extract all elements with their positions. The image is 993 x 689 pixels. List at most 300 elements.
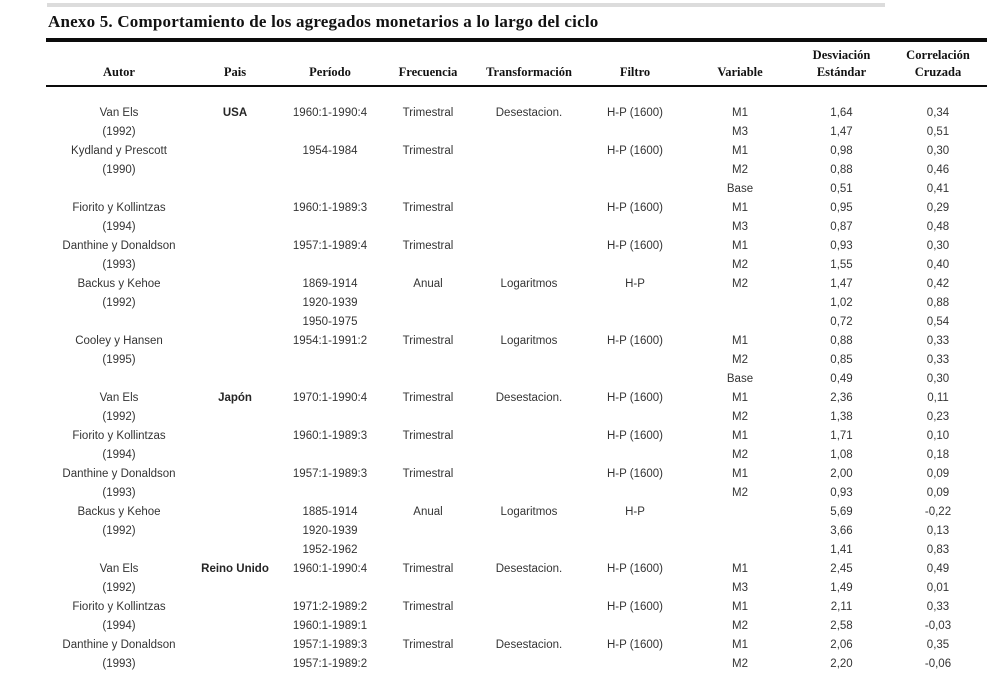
cell-pais: Japón bbox=[218, 392, 252, 405]
cell-filtro bbox=[584, 370, 686, 389]
cell-frecuencia: Trimestral bbox=[402, 392, 454, 405]
table-row bbox=[46, 351, 987, 370]
cell-correlacion-cruzada: 0,09 bbox=[926, 487, 950, 500]
cell-autor: (1995) bbox=[102, 354, 136, 367]
cell-desviacion-estandar: 1,41 bbox=[830, 544, 853, 557]
cell-filtro: H-P (1600) bbox=[606, 240, 664, 253]
cell-desviacion-estandar: 1,02 bbox=[830, 297, 853, 310]
spacer-cell bbox=[46, 86, 192, 104]
cell-pais bbox=[192, 503, 278, 522]
table-row bbox=[46, 199, 987, 218]
cell-transformacion: Logaritmos bbox=[500, 335, 558, 348]
cell-correlacion-cruzada: 0,33 bbox=[926, 601, 950, 614]
cell-correlacion-cruzada: 0,35 bbox=[926, 639, 950, 652]
table-row bbox=[46, 541, 987, 560]
cell-transformacion bbox=[474, 408, 584, 427]
cell-periodo: 1869-1914 bbox=[302, 278, 358, 291]
cell-autor: Cooley y Hansen bbox=[75, 335, 163, 348]
cell-transformacion bbox=[474, 237, 584, 256]
header-variable bbox=[686, 42, 794, 86]
cell-frecuencia: Trimestral bbox=[402, 202, 454, 215]
monetary-aggregates-table bbox=[46, 42, 987, 674]
cell-filtro bbox=[584, 161, 686, 180]
cell-desviacion-estandar: 2,20 bbox=[830, 658, 853, 671]
table-row bbox=[46, 560, 987, 579]
cell-transformacion bbox=[474, 541, 584, 560]
cell-pais bbox=[192, 142, 278, 161]
cell-periodo: 1960:1-1990:4 bbox=[292, 563, 368, 576]
cell-periodo: 1971:2-1989:2 bbox=[292, 601, 368, 614]
cell-variable: M1 bbox=[732, 107, 748, 120]
cell-periodo: 1920-1939 bbox=[302, 525, 358, 538]
table-row bbox=[46, 180, 987, 199]
cell-periodo: 1960:1-1990:4 bbox=[292, 107, 368, 120]
cell-desviacion-estandar: 1,47 bbox=[830, 278, 853, 291]
cell-transformacion bbox=[474, 199, 584, 218]
cell-correlacion-cruzada: 0,01 bbox=[926, 582, 950, 595]
cell-desviacion-estandar: 1,38 bbox=[830, 411, 853, 424]
cell-variable: M2 bbox=[732, 164, 748, 177]
cell-correlacion-cruzada: 0,49 bbox=[926, 563, 950, 576]
table-row bbox=[46, 655, 987, 674]
cell-desviacion-estandar: 1,55 bbox=[830, 259, 853, 272]
cell-autor: Fiorito y Kollintzas bbox=[72, 202, 166, 215]
cell-correlacion-cruzada: 0,30 bbox=[926, 240, 950, 253]
cell-frecuencia: Trimestral bbox=[402, 468, 454, 481]
cell-filtro bbox=[584, 218, 686, 237]
cell-transformacion bbox=[474, 598, 584, 617]
cell-pais bbox=[192, 617, 278, 636]
cell-transformacion bbox=[474, 142, 584, 161]
document-page bbox=[46, 12, 987, 674]
cell-desviacion-estandar: 0,49 bbox=[830, 373, 853, 386]
cell-filtro bbox=[584, 351, 686, 370]
cell-pais bbox=[192, 123, 278, 142]
cell-frecuencia: Trimestral bbox=[402, 240, 454, 253]
table-row bbox=[46, 370, 987, 389]
cell-pais bbox=[192, 275, 278, 294]
cell-correlacion-cruzada: 0,33 bbox=[926, 354, 950, 367]
cell-frecuencia: Trimestral bbox=[402, 107, 454, 120]
cell-frecuencia bbox=[382, 408, 474, 427]
cell-pais bbox=[192, 180, 278, 199]
cell-autor bbox=[46, 313, 192, 332]
cell-autor: (1992) bbox=[102, 297, 136, 310]
cell-frecuencia bbox=[382, 313, 474, 332]
cell-desviacion-estandar: 2,45 bbox=[830, 563, 853, 576]
cell-filtro: H-P (1600) bbox=[606, 107, 664, 120]
cell-correlacion-cruzada: 0,40 bbox=[926, 259, 950, 272]
cell-correlacion-cruzada: 0,83 bbox=[926, 544, 950, 557]
cell-variable: M2 bbox=[732, 259, 748, 272]
cell-correlacion-cruzada: 0,13 bbox=[926, 525, 950, 538]
cell-transformacion bbox=[474, 313, 584, 332]
cell-correlacion-cruzada: -0,03 bbox=[924, 620, 952, 633]
cell-desviacion-estandar: 0,93 bbox=[830, 240, 853, 253]
cell-desviacion-estandar: 0,88 bbox=[830, 335, 853, 348]
cell-filtro bbox=[584, 256, 686, 275]
table-row bbox=[46, 389, 987, 408]
scan-artifact-strip bbox=[47, 3, 885, 7]
cell-frecuencia: Trimestral bbox=[402, 639, 454, 652]
table-row bbox=[46, 256, 987, 275]
spacer-cell bbox=[474, 86, 584, 104]
cell-pais bbox=[192, 484, 278, 503]
cell-autor bbox=[46, 370, 192, 389]
cell-periodo bbox=[278, 484, 382, 503]
cell-desviacion-estandar: 2,58 bbox=[830, 620, 853, 633]
cell-filtro bbox=[584, 655, 686, 674]
cell-desviacion-estandar: 0,93 bbox=[830, 487, 853, 500]
cell-correlacion-cruzada: 0,23 bbox=[926, 411, 950, 424]
table-row bbox=[46, 522, 987, 541]
cell-autor: (1993) bbox=[102, 658, 136, 671]
cell-variable: Base bbox=[726, 183, 754, 196]
cell-transformacion bbox=[474, 617, 584, 636]
cell-periodo: 1950-1975 bbox=[302, 316, 358, 329]
cell-autor: (1992) bbox=[102, 582, 136, 595]
cell-filtro: H-P (1600) bbox=[606, 468, 664, 481]
cell-desviacion-estandar: 1,64 bbox=[830, 107, 853, 120]
page-title: Anexo 5. Comportamiento de los agregados monetarios a lo largo del ciclo bbox=[48, 12, 599, 31]
cell-filtro: H-P bbox=[625, 278, 645, 291]
cell-transformacion: Logaritmos bbox=[500, 506, 558, 519]
cell-periodo: 1957:1-1989:2 bbox=[292, 658, 368, 671]
cell-variable bbox=[686, 313, 794, 332]
cell-filtro: H-P (1600) bbox=[606, 430, 664, 443]
cell-transformacion bbox=[474, 655, 584, 674]
cell-pais bbox=[192, 446, 278, 465]
cell-autor: Danthine y Donaldson bbox=[62, 468, 176, 481]
cell-autor: Danthine y Donaldson bbox=[62, 639, 176, 652]
cell-pais: USA bbox=[222, 107, 248, 120]
table-row bbox=[46, 427, 987, 446]
cell-periodo: 1920-1939 bbox=[302, 297, 358, 310]
cell-filtro bbox=[584, 617, 686, 636]
cell-filtro bbox=[584, 579, 686, 598]
cell-periodo: 1954:1-1991:2 bbox=[292, 335, 368, 348]
cell-frecuencia: Trimestral bbox=[402, 563, 454, 576]
cell-filtro bbox=[584, 446, 686, 465]
cell-frecuencia: Trimestral bbox=[402, 601, 454, 614]
cell-correlacion-cruzada: 0,30 bbox=[926, 373, 950, 386]
cell-variable: M1 bbox=[732, 639, 748, 652]
header-variable-label: Variable bbox=[717, 64, 763, 79]
header-periodo-label: Período bbox=[309, 64, 351, 79]
header-pais-label: Pais bbox=[223, 64, 247, 79]
cell-filtro bbox=[584, 522, 686, 541]
cell-frecuencia: Trimestral bbox=[402, 430, 454, 443]
cell-transformacion bbox=[474, 427, 584, 446]
cell-pais bbox=[192, 294, 278, 313]
cell-frecuencia bbox=[382, 294, 474, 313]
spacer-cell bbox=[278, 86, 382, 104]
cell-autor: (1992) bbox=[102, 525, 136, 538]
cell-correlacion-cruzada: 0,18 bbox=[926, 449, 950, 462]
cell-desviacion-estandar: 2,06 bbox=[830, 639, 853, 652]
cell-frecuencia bbox=[382, 180, 474, 199]
cell-filtro bbox=[584, 541, 686, 560]
cell-autor: Fiorito y Kollintzas bbox=[72, 430, 166, 443]
cell-variable: M3 bbox=[732, 221, 748, 234]
cell-pais bbox=[192, 522, 278, 541]
cell-desviacion-estandar: 1,49 bbox=[830, 582, 853, 595]
spacer-cell bbox=[192, 86, 278, 104]
cell-pais bbox=[192, 427, 278, 446]
cell-pais bbox=[192, 256, 278, 275]
cell-periodo: 1957:1-1989:4 bbox=[292, 240, 368, 253]
cell-desviacion-estandar: 0,51 bbox=[830, 183, 853, 196]
cell-variable: M1 bbox=[732, 335, 748, 348]
cell-frecuencia bbox=[382, 446, 474, 465]
cell-variable: M1 bbox=[732, 202, 748, 215]
cell-pais: Reino Unido bbox=[201, 563, 269, 576]
cell-correlacion-cruzada: 0,51 bbox=[926, 126, 950, 139]
cell-frecuencia bbox=[382, 123, 474, 142]
cell-correlacion-cruzada: 0,29 bbox=[926, 202, 950, 215]
spacer-cell bbox=[382, 86, 474, 104]
cell-correlacion-cruzada: 0,54 bbox=[926, 316, 950, 329]
cell-variable: M1 bbox=[732, 601, 748, 614]
cell-autor: (1990) bbox=[102, 164, 136, 177]
cell-transformacion bbox=[474, 180, 584, 199]
cell-filtro: H-P (1600) bbox=[606, 202, 664, 215]
header-frecuencia-label: Frecuencia bbox=[398, 64, 458, 79]
cell-filtro bbox=[584, 484, 686, 503]
cell-variable bbox=[686, 541, 794, 560]
cell-desviacion-estandar: 0,87 bbox=[830, 221, 853, 234]
cell-frecuencia bbox=[382, 351, 474, 370]
cell-variable bbox=[686, 522, 794, 541]
cell-frecuencia bbox=[382, 579, 474, 598]
cell-autor: Fiorito y Kollintzas bbox=[72, 601, 166, 614]
cell-frecuencia bbox=[382, 370, 474, 389]
cell-periodo bbox=[278, 123, 382, 142]
table-row bbox=[46, 123, 987, 142]
table-row bbox=[46, 465, 987, 484]
cell-filtro bbox=[584, 180, 686, 199]
cell-desviacion-estandar: 2,11 bbox=[830, 601, 853, 614]
cell-periodo bbox=[278, 180, 382, 199]
spacer-cell bbox=[686, 86, 794, 104]
cell-transformacion bbox=[474, 218, 584, 237]
cell-desviacion-estandar: 3,66 bbox=[830, 525, 853, 538]
cell-periodo bbox=[278, 446, 382, 465]
header-filtro bbox=[584, 42, 686, 86]
cell-correlacion-cruzada: 0,33 bbox=[926, 335, 950, 348]
table-row bbox=[46, 142, 987, 161]
cell-filtro: H-P bbox=[625, 506, 645, 519]
spacer-cell bbox=[584, 86, 686, 104]
cell-frecuencia: Anual bbox=[413, 506, 443, 519]
cell-desviacion-estandar: 1,08 bbox=[830, 449, 853, 462]
cell-variable: M2 bbox=[732, 658, 748, 671]
cell-pais bbox=[192, 161, 278, 180]
cell-variable: Base bbox=[726, 373, 754, 386]
cell-frecuencia bbox=[382, 655, 474, 674]
cell-desviacion-estandar: 0,85 bbox=[830, 354, 853, 367]
cell-pais bbox=[192, 218, 278, 237]
cell-correlacion-cruzada: 0,10 bbox=[926, 430, 950, 443]
cell-autor: (1994) bbox=[102, 449, 136, 462]
table-body bbox=[46, 86, 987, 674]
table-row bbox=[46, 503, 987, 522]
cell-pais bbox=[192, 313, 278, 332]
cell-correlacion-cruzada: 0,34 bbox=[926, 107, 950, 120]
cell-transformacion bbox=[474, 522, 584, 541]
cell-filtro: H-P (1600) bbox=[606, 639, 664, 652]
cell-correlacion-cruzada: 0,46 bbox=[926, 164, 950, 177]
cell-autor: (1992) bbox=[102, 126, 136, 139]
table-row bbox=[46, 313, 987, 332]
cell-frecuencia bbox=[382, 161, 474, 180]
cell-transformacion bbox=[474, 446, 584, 465]
cell-correlacion-cruzada: 0,30 bbox=[926, 145, 950, 158]
cell-periodo bbox=[278, 218, 382, 237]
cell-filtro: H-P (1600) bbox=[606, 563, 664, 576]
cell-correlacion-cruzada: 0,48 bbox=[926, 221, 950, 234]
cell-periodo: 1957:1-1989:3 bbox=[292, 468, 368, 481]
cell-transformacion: Desestacion. bbox=[495, 639, 563, 652]
cell-autor bbox=[46, 541, 192, 560]
cell-filtro: H-P (1600) bbox=[606, 145, 664, 158]
cell-pais bbox=[192, 579, 278, 598]
table-header bbox=[46, 42, 987, 86]
table-row bbox=[46, 218, 987, 237]
cell-autor: (1992) bbox=[102, 411, 136, 424]
cell-desviacion-estandar: 1,47 bbox=[830, 126, 853, 139]
cell-transformacion: Desestacion. bbox=[495, 563, 563, 576]
cell-variable: M1 bbox=[732, 430, 748, 443]
table-row bbox=[46, 104, 987, 123]
cell-desviacion-estandar: 0,88 bbox=[830, 164, 853, 177]
cell-transformacion bbox=[474, 123, 584, 142]
cell-periodo: 1954-1984 bbox=[302, 145, 358, 158]
cell-autor: (1994) bbox=[102, 620, 136, 633]
cell-pais bbox=[192, 351, 278, 370]
cell-correlacion-cruzada: 0,11 bbox=[927, 392, 949, 405]
cell-periodo bbox=[278, 579, 382, 598]
cell-desviacion-estandar: 0,72 bbox=[830, 316, 853, 329]
cell-periodo: 1970:1-1990:4 bbox=[292, 392, 368, 405]
cell-variable: M1 bbox=[732, 468, 748, 481]
cell-pais bbox=[192, 408, 278, 427]
cell-filtro bbox=[584, 294, 686, 313]
header-desviacion-estandar bbox=[794, 42, 889, 86]
table-row bbox=[46, 275, 987, 294]
cell-filtro bbox=[584, 123, 686, 142]
cell-pais bbox=[192, 541, 278, 560]
table-row bbox=[46, 579, 987, 598]
cell-autor bbox=[46, 180, 192, 199]
cell-variable: M1 bbox=[732, 392, 748, 405]
header-correlacion-cruzada bbox=[889, 42, 987, 86]
table-row bbox=[46, 484, 987, 503]
cell-correlacion-cruzada: -0,22 bbox=[924, 506, 952, 519]
cell-autor: Van Els bbox=[99, 392, 139, 405]
cell-variable: M3 bbox=[732, 126, 748, 139]
spacer-row bbox=[46, 86, 987, 104]
cell-transformacion bbox=[474, 370, 584, 389]
cell-autor: Van Els bbox=[99, 107, 139, 120]
cell-autor: (1993) bbox=[102, 259, 136, 272]
cell-filtro: H-P (1600) bbox=[606, 392, 664, 405]
cell-pais bbox=[192, 199, 278, 218]
cell-frecuencia bbox=[382, 484, 474, 503]
cell-periodo bbox=[278, 408, 382, 427]
header-desviacion-bottom-label: Estándar bbox=[816, 64, 867, 79]
cell-periodo bbox=[278, 161, 382, 180]
cell-variable: M1 bbox=[732, 563, 748, 576]
table-row bbox=[46, 446, 987, 465]
cell-frecuencia bbox=[382, 617, 474, 636]
cell-transformacion bbox=[474, 579, 584, 598]
cell-correlacion-cruzada: 0,41 bbox=[926, 183, 950, 196]
cell-autor: (1993) bbox=[102, 487, 136, 500]
table-row bbox=[46, 617, 987, 636]
cell-periodo: 1960:1-1989:3 bbox=[292, 430, 368, 443]
cell-transformacion: Desestacion. bbox=[495, 392, 563, 405]
cell-periodo bbox=[278, 256, 382, 275]
header-filtro-label: Filtro bbox=[619, 64, 651, 79]
cell-frecuencia: Anual bbox=[413, 278, 443, 291]
header-desviacion-top-label: Desviación bbox=[812, 48, 871, 62]
table-row bbox=[46, 237, 987, 256]
cell-periodo: 1885-1914 bbox=[302, 506, 358, 519]
cell-desviacion-estandar: 2,36 bbox=[830, 392, 853, 405]
cell-frecuencia bbox=[382, 256, 474, 275]
header-correlacion-bottom-label: Cruzada bbox=[914, 64, 962, 79]
cell-frecuencia: Trimestral bbox=[402, 335, 454, 348]
cell-autor: (1994) bbox=[102, 221, 136, 234]
cell-correlacion-cruzada: 0,88 bbox=[926, 297, 950, 310]
header-pais bbox=[192, 42, 278, 86]
cell-variable: M2 bbox=[732, 354, 748, 367]
cell-variable: M2 bbox=[732, 411, 748, 424]
cell-filtro bbox=[584, 408, 686, 427]
cell-variable: M3 bbox=[732, 582, 748, 595]
header-transformacion-label: Transformación bbox=[486, 64, 572, 79]
cell-correlacion-cruzada: -0,06 bbox=[924, 658, 952, 671]
spacer-cell bbox=[794, 86, 889, 104]
cell-desviacion-estandar: 2,00 bbox=[830, 468, 853, 481]
cell-variable bbox=[686, 503, 794, 522]
header-row bbox=[46, 42, 987, 86]
table-row bbox=[46, 636, 987, 655]
cell-correlacion-cruzada: 0,09 bbox=[926, 468, 950, 481]
cell-pais bbox=[192, 465, 278, 484]
cell-pais bbox=[192, 332, 278, 351]
cell-autor: Van Els bbox=[99, 563, 139, 576]
cell-desviacion-estandar: 0,98 bbox=[830, 145, 853, 158]
cell-periodo bbox=[278, 370, 382, 389]
cell-frecuencia bbox=[382, 541, 474, 560]
header-autor bbox=[46, 42, 192, 86]
cell-periodo bbox=[278, 351, 382, 370]
table-row bbox=[46, 408, 987, 427]
cell-transformacion bbox=[474, 294, 584, 313]
cell-variable: M2 bbox=[732, 278, 748, 291]
cell-autor: Danthine y Donaldson bbox=[62, 240, 176, 253]
cell-filtro: H-P (1600) bbox=[606, 601, 664, 614]
cell-desviacion-estandar: 5,69 bbox=[830, 506, 853, 519]
cell-transformacion bbox=[474, 465, 584, 484]
cell-frecuencia bbox=[382, 218, 474, 237]
cell-transformacion bbox=[474, 351, 584, 370]
cell-frecuencia bbox=[382, 522, 474, 541]
cell-filtro: H-P (1600) bbox=[606, 335, 664, 348]
cell-pais bbox=[192, 598, 278, 617]
